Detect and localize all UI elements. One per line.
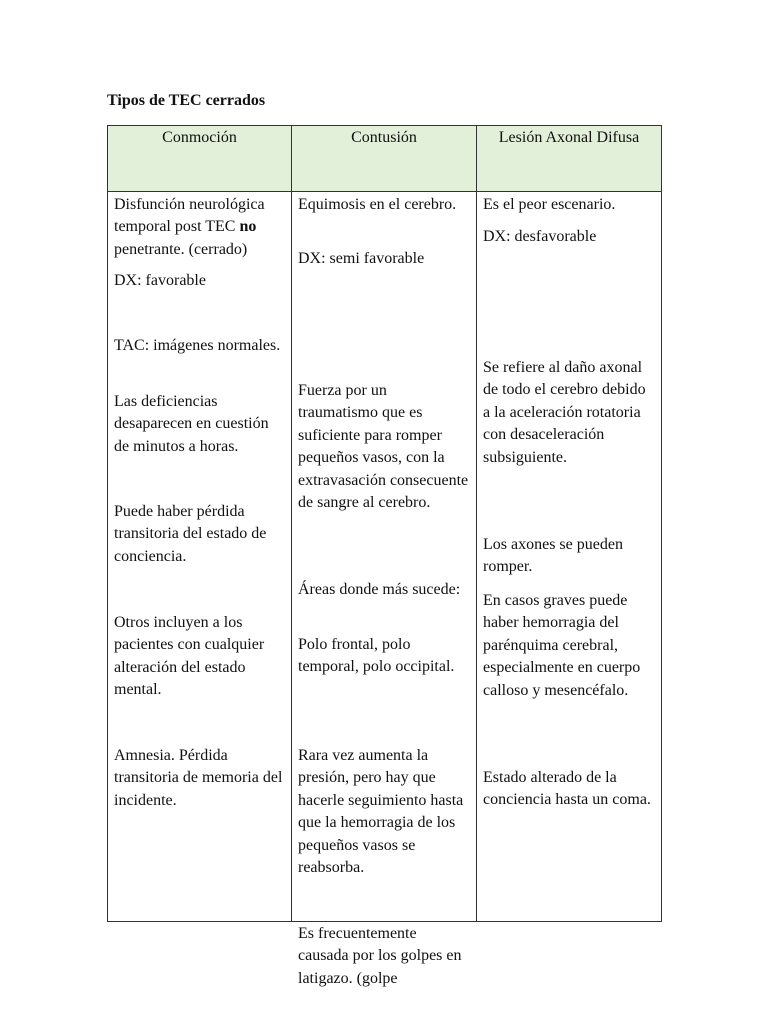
header-conmocion — [108, 126, 292, 192]
contusion-paragraph-1: Equimosis en el cerebro. — [298, 196, 457, 213]
contusion-paragraph-5: Polo frontal, polo temporal, polo occipital. — [298, 636, 455, 676]
cell-conmocion — [108, 192, 292, 922]
lesion-paragraph-5: En casos graves puede haber hemorragia del parénquima cerebral, especialmente en cuerpo calloso y mesencéfalo. — [483, 592, 641, 699]
conmocion-paragraph-3: TAC: imágenes normales. — [114, 337, 281, 354]
lesion-paragraph-6: Estado alterado de la conciencia hasta un coma. — [483, 769, 651, 809]
lesion-paragraph-3: Se refiere al daño axonal de todo el cerebro debido a la aceleración rotatoria con desaceleración subsiguiente. — [483, 359, 646, 466]
table-header-row — [108, 126, 662, 192]
contusion-paragraph-7: Es frecuentemente causada por los golpes en latigazo. (golpe — [298, 925, 462, 987]
conmocion-paragraph-1 — [114, 194, 285, 261]
lesion-paragraph-4: Los axones se pueden romper. — [483, 536, 623, 576]
conmocion-paragraph-2: DX: favorable — [114, 272, 206, 289]
conmocion-paragraph-7: Amnesia. Pérdida transitoria de memoria del incidente. — [114, 747, 283, 809]
header-contusion — [292, 126, 477, 192]
header-lesion-axonal — [477, 126, 662, 192]
conmocion-p1-text: Disfunción neurológica temporal post TEC — [114, 196, 265, 236]
contusion-paragraph-6: Rara vez aumenta la presión, pero hay que hacerle seguimiento hasta que la hemorragia de los pequeños vasos se reabsorba. — [298, 747, 464, 877]
conmocion-p1-text-end: penetrante. (cerrado) — [114, 240, 248, 258]
contusion-paragraph-4: Áreas donde más sucede: — [298, 581, 461, 598]
table-row — [108, 192, 662, 922]
header-lesion-axonal-label: Lesión Axonal Difusa — [498, 129, 640, 146]
contusion-paragraph-3: Fuerza por un traumatismo que es suficiente para romper pequeños vasos, con la extravasación consecuente de sangre al cerebro. — [298, 382, 469, 512]
conmocion-p1-bold: no — [239, 218, 257, 236]
cell-lesion-axonal — [477, 192, 662, 922]
header-contusion-label: Contusión — [351, 129, 417, 146]
contusion-paragraph-2: DX: semi favorable — [298, 250, 425, 267]
lesion-paragraph-1: Es el peor escenario. — [483, 196, 616, 213]
cell-contusion — [292, 192, 477, 987]
conmocion-paragraph-6: Otros incluyen a los pacientes con cualquier alteración del estado mental. — [114, 614, 265, 699]
header-conmocion-label: Conmoción — [162, 129, 237, 146]
document-title: Tipos de TEC cerrados — [107, 92, 266, 109]
lesion-paragraph-2: DX: desfavorable — [483, 228, 597, 245]
conmocion-paragraph-4: Las deficiencias desaparecen en cuestión de minutos a horas. — [114, 393, 269, 455]
tec-types-table — [107, 125, 662, 987]
conmocion-paragraph-5: Puede haber pérdida transitoria del estado de conciencia. — [114, 503, 267, 565]
